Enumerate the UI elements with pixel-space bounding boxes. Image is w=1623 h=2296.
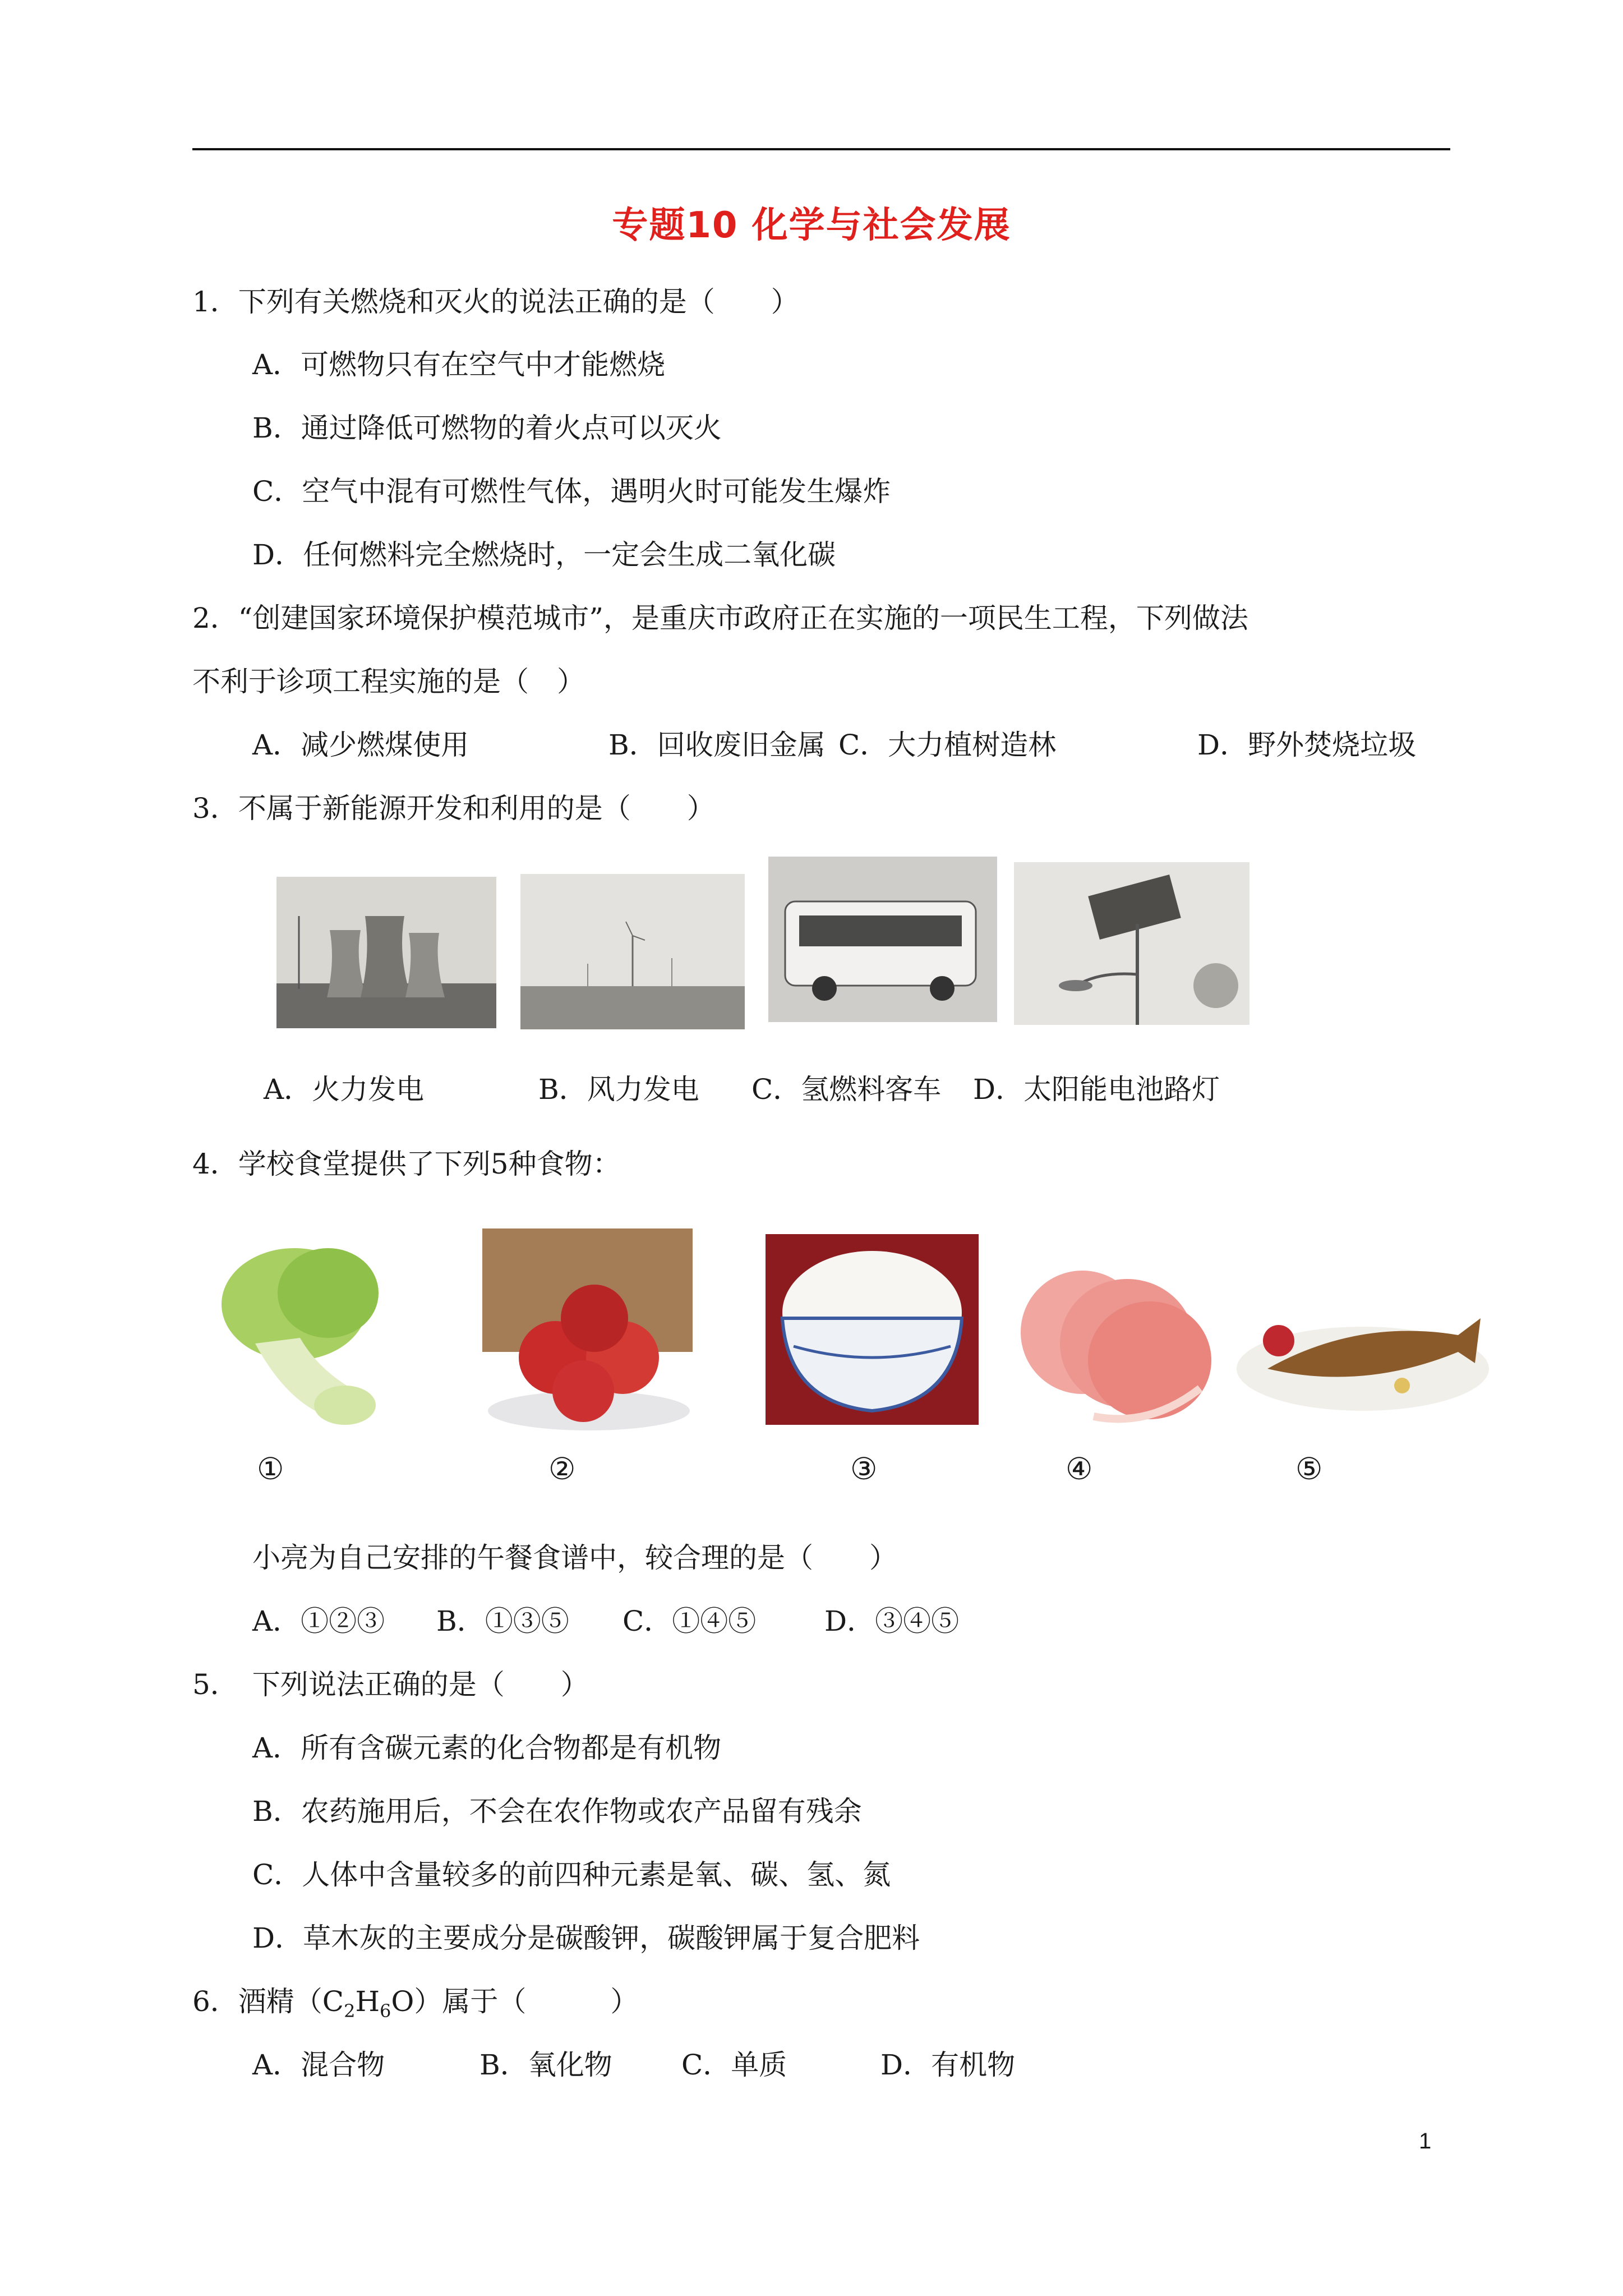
food-label-1: ① bbox=[257, 1451, 284, 1487]
q6-option-d: D．有机物 bbox=[880, 2049, 1016, 2081]
q6-stem-prefix: 6．酒精（C bbox=[192, 1985, 344, 2018]
cooling-towers-photo bbox=[276, 877, 496, 1028]
food-label-3: ③ bbox=[850, 1451, 878, 1487]
q2-stem-line1: 2．“创建国家环境保护模范城市”，是重庆市政府正在实施的一项民生工程，下列做法 bbox=[192, 602, 1248, 634]
food-label-4: ④ bbox=[1066, 1451, 1093, 1487]
q2-stem-line2: 不利于诊项工程实施的是（ ） bbox=[192, 665, 585, 698]
q4-question: 小亮为自己安排的午餐食谱中，较合理的是（ ） bbox=[252, 1542, 897, 1574]
food-label-2: ② bbox=[548, 1451, 576, 1487]
rice-bowl-photo bbox=[766, 1234, 979, 1425]
hydrogen-bus-photo bbox=[768, 857, 997, 1022]
q3-option-d: D．太阳能电池路灯 bbox=[973, 1073, 1220, 1106]
food-label-5: ⑤ bbox=[1295, 1451, 1323, 1487]
q6-stem bbox=[192, 1985, 638, 2028]
q2-option-a: A．减少燃煤使用 bbox=[252, 729, 469, 761]
q1-option-a: A．可燃物只有在空气中才能燃烧 bbox=[252, 348, 666, 381]
q6-option-c: C．单质 bbox=[681, 2049, 787, 2081]
q6-stem-suffix: O）属于（ ） bbox=[391, 1985, 639, 2018]
q1-option-d: D．任何燃料完全燃烧时，一定会生成二氧化碳 bbox=[252, 539, 836, 571]
solar-street-lamp-photo bbox=[1014, 862, 1249, 1025]
q1-stem: 1．下列有关燃烧和灭火的说法正确的是（ ） bbox=[192, 286, 799, 318]
page-title: 专题10 化学与社会发展 bbox=[612, 205, 1011, 246]
q6-option-b: B．氧化物 bbox=[479, 2049, 612, 2081]
page-number: 1 bbox=[1419, 2129, 1432, 2154]
q1-option-c: C．空气中混有可燃性气体，遇明火时可能发生爆炸 bbox=[252, 475, 891, 508]
q5-option-d: D．草木灰的主要成分是碳酸钾，碳酸钾属于复合肥料 bbox=[252, 1922, 920, 1954]
q3-option-b: B．风力发电 bbox=[538, 1073, 699, 1106]
q3-stem: 3．不属于新能源开发和利用的是（ ） bbox=[192, 792, 715, 825]
q4-stem: 4．学校食堂提供了下列5种食物： bbox=[192, 1148, 621, 1180]
q6-subscript-hydrogen: 6 bbox=[380, 2000, 391, 2022]
q6-stem-h: H bbox=[355, 1985, 380, 2018]
q5-option-b: B．农药施用后，不会在农作物或农产品留有残余 bbox=[252, 1795, 862, 1828]
q3-option-c: C．氢燃料客车 bbox=[751, 1073, 942, 1106]
apples-photo bbox=[482, 1228, 693, 1436]
braised-fish-photo bbox=[1234, 1257, 1492, 1425]
header-rule bbox=[192, 148, 1450, 150]
q2-option-d: D．野外焚烧垃圾 bbox=[1197, 729, 1417, 761]
q4-option-c: C．①④⑤ bbox=[623, 1605, 757, 1637]
q2-option-c: C．大力植树造林 bbox=[838, 729, 1057, 761]
q5-option-a: A．所有含碳元素的化合物都是有机物 bbox=[252, 1732, 722, 1764]
q1-option-b: B．通过降低可燃物的着火点可以灭火 bbox=[252, 412, 722, 444]
q4-option-d: D．③④⑤ bbox=[824, 1605, 960, 1637]
q6-option-a: A．混合物 bbox=[252, 2049, 385, 2081]
q6-subscript-carbon: 2 bbox=[344, 2000, 356, 2022]
bok-choy-photo bbox=[210, 1231, 398, 1433]
q4-option-b: B．①③⑤ bbox=[436, 1605, 569, 1637]
q2-option-b: B．回收废旧金属 bbox=[608, 729, 826, 761]
q5-option-c: C．人体中含量较多的前四种元素是氧、碳、氢、氮 bbox=[252, 1858, 891, 1891]
wind-turbines-photo bbox=[520, 874, 745, 1029]
q5-stem: 5． 下列说法正确的是（ ） bbox=[192, 1668, 589, 1701]
pork-slices-photo bbox=[1015, 1248, 1217, 1436]
q4-option-a: A．①②③ bbox=[252, 1605, 385, 1637]
q3-option-a: A．火力发电 bbox=[264, 1073, 425, 1106]
